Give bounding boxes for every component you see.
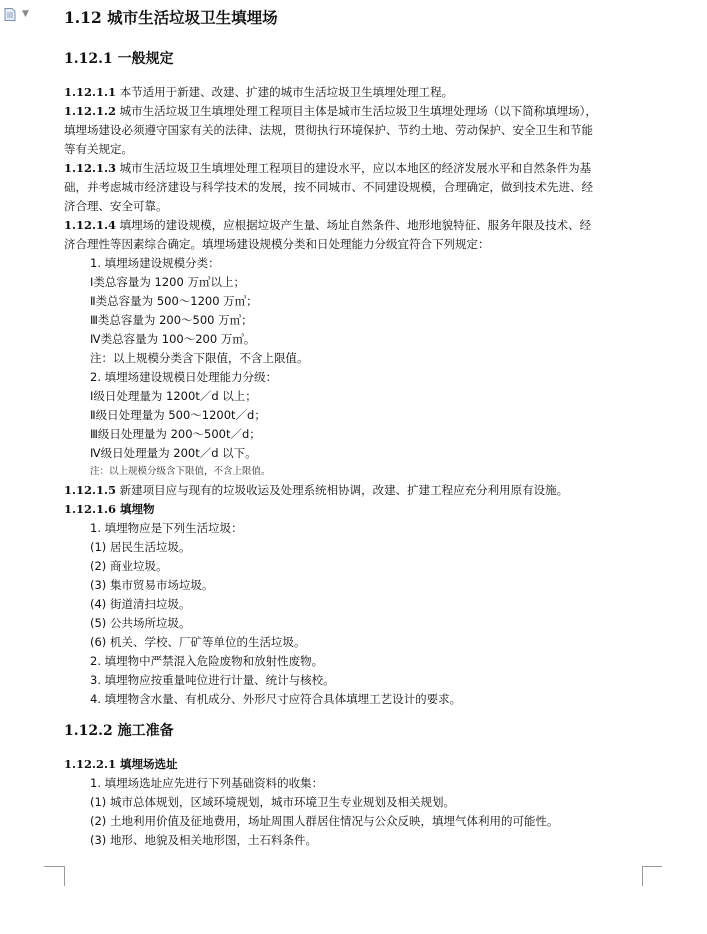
- clause-number: 1.12.1.3: [64, 161, 117, 175]
- crop-mark-bottom-left: [44, 866, 65, 886]
- list-item: Ⅱ类总容量为 500～1200 万㎥；: [90, 294, 258, 308]
- list-item: 3. 填埋物应按重量吨位进行计量、统计与核校。: [90, 673, 335, 687]
- para-line: 济合理性等因素综合确定。填埋场建设规模分类和日处理能力分级宜符合下列规定：: [64, 237, 490, 251]
- section-number: 1.12.2: [64, 723, 113, 739]
- clause-text: 城市生活垃圾卫生填埋处理工程项目主体是城市生活垃圾卫生填埋处理场（以下简称填埋场），: [116, 104, 597, 118]
- list-item: Ⅲ级日处理量为 200～500t／d；: [90, 427, 261, 441]
- clause-text: 本节适用于新建、改建、扩建的城市生活垃圾卫生填埋处理工程。: [116, 85, 454, 99]
- section-title: 施工准备: [117, 723, 174, 739]
- section-title: 一般规定: [117, 51, 174, 67]
- caret-down-icon[interactable]: ▼: [22, 9, 29, 19]
- clause-number: 1.12.1.5: [64, 483, 117, 497]
- list-item: Ⅰ级日处理量为 1200t／d 以上；: [90, 389, 257, 403]
- para-1-12-1-3: [64, 159, 591, 178]
- list-item: Ⅰ类总容量为 1200 万㎥以上；: [90, 275, 245, 289]
- clause-number: 1.12.1.1: [64, 85, 117, 99]
- note: 注：以上规模分级含下限值，不含上限值。: [90, 466, 271, 477]
- clause-number: 1.12.1.4: [64, 218, 117, 232]
- list-item: (1) 城市总体规划，区域环境规划，城市环境卫生专业规划及相关规划。: [90, 795, 455, 809]
- para-line: 填埋场建设必须遵守国家有关的法律、法规，贯彻执行环境保护、节约土地、劳动保护、安全卫生和节能: [64, 123, 593, 137]
- clause-number: 1.12.1.6: [64, 502, 117, 516]
- clause-text: 填埋物: [116, 502, 155, 516]
- clause-text: 填埋场的建设规模，应根据垃圾产生量、场址自然条件、地形地貌特征、服务年限及技术、经: [116, 218, 592, 232]
- document-icon[interactable]: [4, 8, 16, 21]
- list-item: (5) 公共场所垃圾。: [90, 616, 191, 630]
- clause-text: 填埋场选址: [116, 757, 178, 771]
- list-item: (6) 机关、学校、厂矿等单位的生活垃圾。: [90, 635, 306, 649]
- para-1-12-1-2: [64, 102, 597, 121]
- note: 注：以上规模分类含下限值，不含上限值。: [90, 351, 309, 365]
- section-number: 1.12: [64, 8, 102, 27]
- list-item: Ⅳ类总容量为 100～200 万㎥。: [90, 332, 256, 346]
- list-item: 2. 填埋物中严禁混入危险废物和放射性废物。: [90, 654, 324, 668]
- list-item: (2) 土地利用价值及征地费用，场址周围人群居住情况与公众反映，填埋气体利用的可能性。: [90, 814, 559, 828]
- para-line: 等有关规定。: [64, 142, 133, 156]
- para-line: 础，并考虑城市经济建设与科学技术的发展，按不同城市、不同建设规模，合理确定，做到技术先进、经: [64, 180, 593, 194]
- list-item: 2. 填埋场建设规模日处理能力分级：: [90, 370, 278, 384]
- section-title: 城市生活垃圾卫生填埋场: [107, 8, 278, 27]
- crop-mark-bottom-right: [642, 866, 663, 886]
- list-item: Ⅲ类总容量为 200～500 万㎥；: [90, 313, 253, 327]
- list-item: 1. 填埋场建设规模分类：: [90, 256, 220, 270]
- para-1-12-1-5: [64, 481, 568, 500]
- list-item: (4) 街道清扫垃圾。: [90, 597, 191, 611]
- para-1-12-1-4: [64, 216, 591, 235]
- para-1-12-1-1: [64, 83, 453, 102]
- para-1-12-2-1: [64, 755, 178, 774]
- para-1-12-1-6: [64, 500, 155, 519]
- clause-number: 1.12.1.2: [64, 104, 117, 118]
- crop-mark-bottom-right-h: [642, 866, 662, 867]
- list-item: Ⅳ级日处理量为 200t／d 以下。: [90, 446, 257, 460]
- list-item: (2) 商业垃圾。: [90, 559, 168, 573]
- list-item: Ⅱ级日处理量为 500～1200t／d；: [90, 408, 266, 422]
- clause-number: 1.12.2.1: [64, 757, 117, 771]
- crop-mark-bottom-left-h: [44, 866, 64, 867]
- list-item: (1) 居民生活垃圾。: [90, 540, 191, 554]
- para-line: 济合理、安全可靠。: [64, 199, 168, 213]
- section-number: 1.12.1: [64, 51, 113, 67]
- clause-text: 城市生活垃圾卫生填埋处理工程项目的建设水平，应以本地区的经济发展水平和自然条件为基: [116, 161, 592, 175]
- list-item: (3) 地形、地貌及相关地形图，土石料条件。: [90, 833, 317, 847]
- heading-1-12-2: [64, 722, 174, 741]
- list-item: 1. 填埋物应是下列生活垃圾：: [90, 521, 243, 535]
- heading-1-12-1: [64, 50, 174, 69]
- heading-1-12: [64, 8, 278, 27]
- clause-text: 新建项目应与现有的垃圾收运及处理系统相协调，改建、扩建工程应充分利用原有设施。: [116, 483, 569, 497]
- list-item: 4. 填埋物含水量、有机成分、外形尺寸应符合具体填埋工艺设计的要求。: [90, 692, 462, 706]
- list-item: 1. 填埋场选址应先进行下列基础资料的收集：: [90, 776, 324, 790]
- list-item: (3) 集市贸易市场垃圾。: [90, 578, 214, 592]
